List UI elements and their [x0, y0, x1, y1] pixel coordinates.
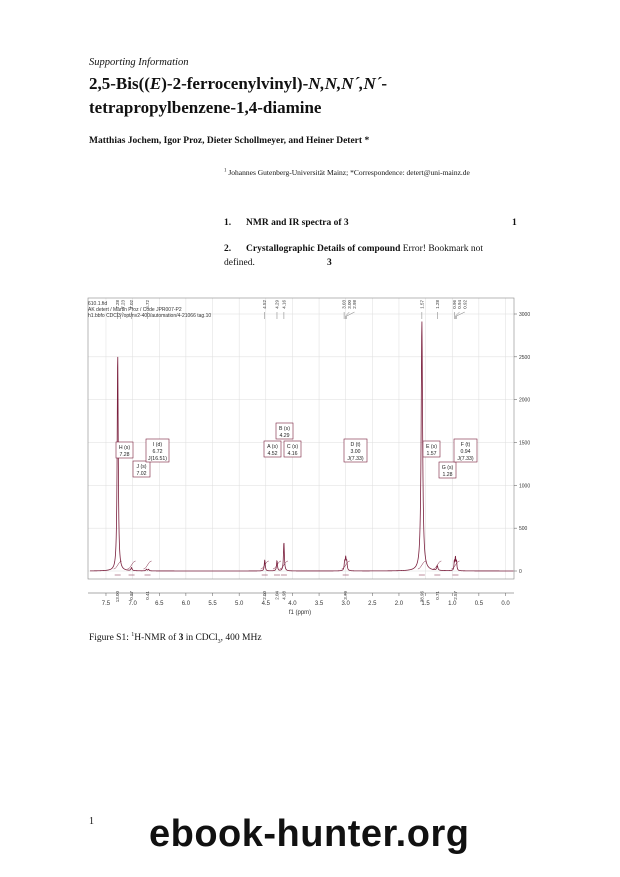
peak-label: 3.00: [346, 300, 352, 309]
y-tick-label: 500: [519, 526, 528, 533]
title-line-2: tetrapropylbenzene-1,4-diamine: [89, 98, 322, 117]
multiplet-box-text: 1.28: [442, 472, 453, 478]
integral-value: 38.96: [419, 591, 425, 603]
spectrum-grid: [88, 298, 514, 579]
integral-value: 3.79: [343, 591, 349, 600]
x-tick-label: 0.0: [501, 601, 510, 607]
x-axis-label: f1 (ppm): [288, 610, 312, 616]
peak-label: 7.02: [129, 300, 135, 309]
integral-curve: [144, 561, 152, 569]
x-tick-label: 2.5: [368, 601, 377, 607]
peak-label: 1.57: [419, 300, 425, 309]
spectrum-header-line-2: AK detert / Martin Proz / Code JPR007-P2: [88, 307, 182, 313]
integral-value: 0.41: [145, 591, 151, 600]
multiplet-box-text: 6.72: [152, 449, 163, 455]
integral-value: 0.71: [434, 591, 440, 600]
affiliation: [224, 168, 470, 177]
toc-page: 1: [512, 218, 517, 228]
y-tick-label: 0: [519, 569, 522, 575]
y-tick-label: 1000: [519, 483, 531, 490]
toc-page: 3: [327, 258, 332, 268]
multiplet-box-text: F (t): [460, 442, 471, 448]
title-part-1: 2,5-Bis((: [89, 74, 150, 93]
affiliation-marker: 1: [224, 168, 227, 174]
y-tick-label: 3000: [519, 312, 531, 318]
peak-label: 4.16: [281, 300, 287, 309]
ppm-axis: [88, 593, 514, 607]
peak-label: 7.28: [115, 300, 121, 309]
integral-curve: [280, 561, 288, 569]
multiplet-box-text: G (s): [441, 465, 454, 471]
x-tick-label: 4.5: [261, 601, 270, 607]
plot-frame: [88, 298, 514, 579]
integral-value: 13.00: [115, 591, 121, 603]
title-part-5: -: [381, 74, 388, 93]
y-tick-label: 2500: [519, 354, 531, 361]
nmr-spectrum: [86, 296, 534, 616]
title-part-2: E: [149, 74, 162, 93]
peak-label: 2.98: [352, 300, 357, 309]
affiliation-text: Johannes Gutenberg-Universität Mainz; *Correspondence: detert@uni-mainz.de: [226, 168, 470, 177]
x-tick-label: 2.0: [394, 601, 404, 607]
y-tick-label: 2000: [519, 397, 531, 404]
multiplet-box-text: B (s): [279, 426, 290, 432]
toc-label: Crystallographic Details of compound: [246, 244, 401, 254]
caption-mid-1: H-NMR of: [134, 633, 179, 644]
multiplet-box-text: J(7.33): [347, 456, 364, 462]
paper-title: [89, 72, 559, 120]
integral-value: 2.57: [452, 591, 458, 600]
toc-number: 2.: [224, 244, 232, 254]
multiplet-box-text: J(7.33): [457, 456, 474, 462]
watermark: ebook-hunter.org: [149, 813, 470, 855]
x-tick-label: 4.0: [288, 601, 297, 607]
spectrum-header-line-3: h1.bbfo CDCl3 /opt/nv2-400/automation/4-21066 tag.10: [88, 313, 212, 319]
multiplet-box-text: 0.94: [460, 449, 471, 455]
toc-label: NMR and IR spectra of 3: [246, 218, 349, 228]
toc-entry-1[interactable]: [224, 216, 524, 230]
peak-label: 0.96: [451, 300, 457, 309]
multiplet-box-text: I (d): [152, 442, 163, 448]
integral-value: 0.97: [129, 591, 135, 600]
integral-value: 2.04: [274, 591, 280, 600]
caption-mid-2: in CDCl: [183, 633, 218, 644]
multiplet-box-text: 7.02: [136, 471, 147, 477]
multiplet-box-text: 4.52: [267, 451, 278, 457]
peak-label: 7.23: [120, 300, 126, 309]
peak-label: 0.94: [457, 300, 463, 309]
peak-label: 0.92: [462, 300, 468, 309]
x-tick-label: 6.0: [181, 601, 191, 607]
supporting-information-label: Supporting Information: [89, 57, 189, 68]
x-tick-label: 5.5: [208, 601, 217, 607]
multiplet-box-text: H (s): [118, 445, 131, 451]
caption-prefix: Figure S1:: [89, 633, 132, 644]
integral-value: 2.00: [262, 591, 268, 600]
caption-sub: 3: [217, 639, 221, 646]
integral-value: 4.98: [281, 591, 287, 600]
toc-entry-2[interactable]: [224, 242, 524, 270]
peak-label: 4.52: [262, 300, 268, 309]
multiplet-box-text: 4.16: [287, 451, 298, 457]
multiplet-box-text: 7.28: [119, 452, 130, 458]
x-tick-label: 3.5: [314, 601, 324, 607]
x-tick-label: 5.0: [234, 601, 244, 607]
multiplet-box-text: 3.00: [350, 449, 361, 455]
multiplet-box-text: 1.57: [426, 451, 437, 457]
page-number: 1: [89, 816, 94, 827]
multiplet-box-text: D (t): [350, 442, 361, 448]
x-tick-label: 0.5: [474, 601, 484, 607]
multiplet-box-text: A (s): [267, 444, 278, 450]
caption-sup: 1: [131, 632, 135, 638]
integral-curve: [418, 561, 426, 569]
integral-curves: [114, 561, 460, 569]
multiplet-box-text: 4.29: [279, 433, 290, 439]
x-tick-label: 7.5: [101, 601, 111, 607]
multiplet-box-text: J(16.51): [147, 456, 168, 462]
peak-label: 6.72: [145, 300, 151, 309]
toc-number: 1.: [224, 218, 232, 228]
caption-suffix: , 400 MHz: [220, 633, 262, 644]
multiplet-box-text: C (s): [286, 444, 299, 450]
toc-error-text: Error! Bookmark not: [400, 244, 483, 254]
x-tick-label: 6.5: [155, 601, 164, 607]
figure-caption: [89, 632, 262, 645]
x-tick-label: 1.5: [421, 601, 430, 607]
multiplet-box-text: E (s): [426, 444, 437, 450]
intensity-axis: [514, 312, 530, 575]
peak-label: 4.29: [274, 300, 280, 309]
spectrum-header-line-1: 610.1.fid: [88, 301, 108, 307]
x-tick-label: 7.0: [128, 601, 137, 607]
author-list: Matthias Jochem, Igor Proz, Dieter Schollmeyer, and Heiner Detert *: [89, 136, 370, 146]
caption-compound: 3: [178, 633, 184, 644]
toc-error-text-2: defined.: [224, 258, 255, 268]
x-tick-label: 1.0: [448, 601, 457, 607]
integral-curve: [451, 561, 459, 569]
multiplet-box-text: J (s): [136, 464, 147, 470]
y-tick-label: 1500: [519, 440, 531, 447]
x-tick-label: 3.0: [341, 601, 350, 607]
integral-curve: [433, 561, 441, 569]
peak-label: 1.28: [434, 300, 440, 309]
title-part-4: N,N,N´,N´: [308, 74, 382, 93]
peak-label: 3.03: [341, 300, 347, 309]
title-part-3: )-2-ferrocenylvinyl)-: [161, 74, 309, 93]
